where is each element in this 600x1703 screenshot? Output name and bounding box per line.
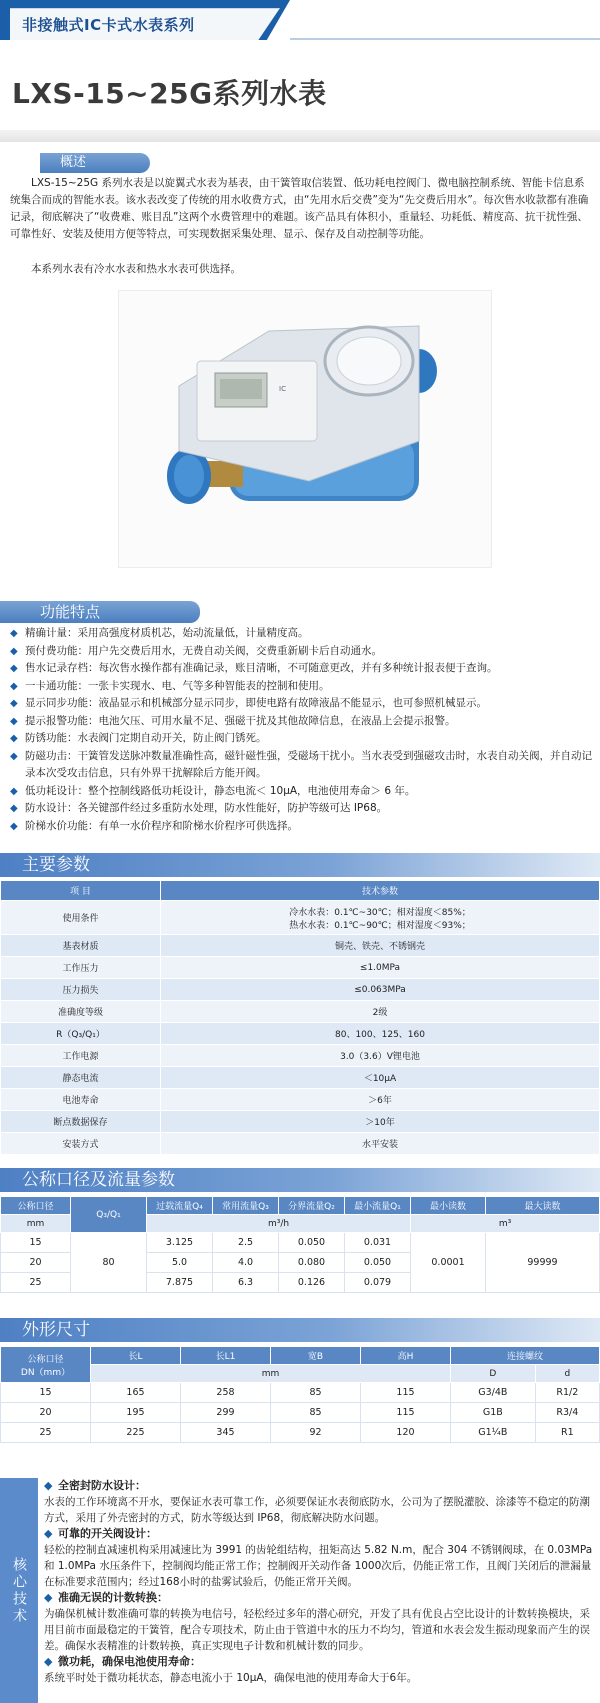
table-row: 25 7.875 6.3 0.126 0.079: [1, 1273, 600, 1293]
list-item: ◆ 防水设计：各关键部件经过多重防水处理，防水性能好，防护等级可达 IP68。: [10, 800, 594, 818]
feature-list: [10, 625, 594, 835]
core-technology-section: [0, 1478, 600, 1703]
table-header-row: [1, 881, 600, 901]
list-item: ◆ 防磁功击：干簧管发送脉冲数量准确性高，磁针磁性强，受磁场干扰小。当水表受到强磁攻击时，水表自动关阀，并自动记录本次受攻击信息，只有外界干扰解除后方能开阀。: [10, 749, 592, 779]
table-header-row: 公称口径 Q₃/Q₁ 过载流量Q₄ 常用流量Q₃ 分界流量Q₂ 最小流量Q₁ 最小读数 最大读数: [1, 1197, 600, 1215]
table-row: 安装方式 水平安装: [1, 1133, 600, 1155]
diamond-bullet-icon: ◆: [44, 1527, 53, 1540]
product-image: [118, 290, 492, 568]
overview-paragraph: LXS-15~25G 系列水表是以旋翼式水表为基表，由干簧管取信装置、低功耗电控阀门、微电脑控制系统、智能卡信息系统集合而成的智能水表。该水表改变了传统的用水收费方式，由“先用水后交费”变为“先交费后用水”。每次售水收款都有准确记录，彻底解决了“收费难、账目乱”这两个水费管理中的难题。该产品具有体积小，重量轻、功耗低、精度高、抗干扰性强、可靠性好、安装及使用方便等特点，可实现数据采集处理、显示、保存及自动控制等功能。: [10, 177, 589, 240]
core-item-heading: ◆ 全密封防水设计：: [44, 1479, 146, 1492]
diamond-bullet-icon: ◆: [10, 750, 18, 762]
list-item: ◆ 一卡通功能：一张卡实现水、电、气等多种智能表的控制和使用。: [10, 678, 594, 696]
core-technology-label: 核心技术: [0, 1478, 38, 1703]
overview-note: 本系列水表有冷水水表和热水水表可供选择。: [31, 263, 241, 275]
svg-text:IC: IC: [279, 385, 286, 393]
flow-table: [0, 1196, 600, 1293]
diamond-bullet-icon: ◆: [10, 733, 18, 744]
list-item: ◆ 预付费功能：用户先交费后用水，无费自动关阀，交费重新刷卡后自动通水。: [10, 643, 594, 661]
list-item: ◆ 阶梯水价功能：有单一水价程序和阶梯水价程序可供选择。: [10, 818, 594, 836]
core-item-heading: ◆ 准确无误的计数转换：: [44, 1591, 168, 1604]
table-row: 压力损失 ≤0.063MPa: [1, 979, 600, 1001]
diamond-bullet-icon: ◆: [10, 663, 18, 674]
diamond-bullet-icon: ◆: [10, 715, 18, 727]
table-row: 20 195 299 85 115 G1B R3/4: [1, 1403, 600, 1423]
column-header: 项 目: [1, 881, 161, 901]
table-cell: 冷水水表：0.1℃~30℃；相对湿度＜85%； 热水水表：0.1℃~90℃；相对湿度＜93%；: [161, 901, 600, 935]
banner-divider: [290, 38, 600, 40]
table-row: 断点数据保存 ＞10年: [1, 1111, 600, 1133]
table-row: 准确度等级 2级: [1, 1001, 600, 1023]
params-heading: 主要参数: [0, 853, 600, 877]
core-item-body: 水表的工作环境离不开水，要保证水表可靠工作，必须要保证水表彻底防水，公司为了摆脱灌胶、涂漆等不稳定的防潮方式，采用了外壳密封的方式，防水等级达到 IP68，彻底解决防水问题。: [44, 1496, 590, 1524]
page-title: LXS-15~25G系列水表: [12, 77, 327, 110]
table-unit-row: mm m³/h m³: [1, 1215, 600, 1233]
water-meter-illustration: [119, 291, 493, 569]
diamond-bullet-icon: ◆: [10, 803, 18, 814]
core-item-body: 系统平时处于微功耗状态，静态电流小于 10μA，确保电池的使用寿命大于6年。: [44, 1672, 418, 1684]
column-header: 公称口径 DN（mm）: [1, 1347, 91, 1383]
list-item: ◆ 精确计量：采用高强度材质机芯，始动流量低，计量精度高。: [10, 625, 594, 643]
list-item: ◆ 提示报警功能：电池欠压、可用水量不足、强磁干扰及其他故障信息，在液晶上会提示报警。: [10, 713, 594, 731]
dims-heading: 外形尺寸: [0, 1318, 600, 1342]
table-row: 工作压力 ≤1.0MPa: [1, 957, 600, 979]
title-divider: [0, 130, 600, 142]
list-item: ◆ 低功耗设计：整个控制线路低功耗设计，静态电流＜ 10μA，电池使用寿命＞ 6 年。: [10, 783, 594, 801]
table-row: 基表材质 铜壳、铁壳、不锈钢壳: [1, 935, 600, 957]
top-banner: [0, 0, 600, 48]
core-item-heading: ◆ 微功耗，确保电池使用寿命：: [44, 1655, 201, 1668]
diamond-bullet-icon: ◆: [44, 1479, 53, 1492]
list-item: ◆ 售水记录存档：每次售水操作都有准确记录，账目清晰，不可随意更改，并有多种统计报表便于查询。: [10, 660, 594, 678]
dims-table: [0, 1346, 600, 1443]
table-row: R（Q₃/Q₁） 80、100、125、160: [1, 1023, 600, 1045]
diamond-bullet-icon: ◆: [44, 1655, 53, 1668]
table-row: 25 225 345 92 120 G1¼B R1: [1, 1423, 600, 1443]
diamond-bullet-icon: ◆: [44, 1591, 53, 1604]
diamond-bullet-icon: ◆: [10, 645, 18, 657]
list-item: ◆ 显示同步功能：液晶显示和机械部分显示同步，即使电路有故障液晶不能显示，也可参照机械显示。: [10, 695, 594, 713]
table-row: 电池寿命 ＞6年: [1, 1089, 600, 1111]
features-heading: 功能特点: [0, 601, 200, 623]
column-header: 技术参数: [161, 881, 600, 901]
diamond-bullet-icon: ◆: [10, 680, 18, 692]
diamond-bullet-icon: ◆: [10, 698, 18, 709]
params-table: [0, 880, 600, 1155]
flow-heading: 公称口径及流量参数: [0, 1168, 600, 1192]
series-title: 非接触式IC卡式水表系列: [22, 16, 195, 34]
diamond-bullet-icon: ◆: [10, 628, 18, 639]
diamond-bullet-icon: ◆: [10, 785, 18, 797]
core-technology-content: [44, 1478, 596, 1686]
table-row: 15 80 3.125 2.5 0.050 0.031 0.0001 99999: [1, 1233, 600, 1253]
table-header-row: 公称口径 DN（mm） 长L 长L1 宽B 高H 连接螺纹: [1, 1347, 600, 1365]
table-row: 20 5.0 4.0 0.080 0.050: [1, 1253, 600, 1273]
table-row: 静态电流 ＜10μA: [1, 1067, 600, 1089]
table-row: 工作电源 3.0（3.6）V锂电池: [1, 1045, 600, 1067]
table-row: 15 165 258 85 115 G3/4B R1/2: [1, 1383, 600, 1403]
overview-heading: 概述: [40, 153, 150, 173]
table-unit-row: mm D d: [1, 1365, 600, 1383]
core-item-heading: ◆ 可靠的开关阀设计：: [44, 1527, 157, 1540]
core-item-body: 为确保机械计数准确可靠的转换为电信号，轻松经过多年的潜心研究，开发了具有优良占空比设计的计数转换模块，采用目前市面最稳定的干簧管，配合专项技术，防止由于管道中水的压力不均匀，管道和水表会发生振动现象而产生的误差。确保水表精准的计数转换，真正实现电子计数和机械计数的同步。: [44, 1608, 590, 1652]
list-item: ◆ 防锈功能：水表阀门定期自动开关，防止阀门锈死。: [10, 730, 594, 748]
table-row: 使用条件 冷水水表：0.1℃~30℃；相对湿度＜85%； 热水水表：0.1℃~90℃；相对湿度＜93%；: [1, 901, 600, 935]
core-item-body: 轻松的控制直减速机构采用减速比为 3991 的齿轮组结构，扭矩高达 5.82 N.m，配合 304 不锈钢阀球，在 0.03MPa 和 1.0MPa 水压条件下，控制阀均能正常工作；控制阀开关动作备 1000次后，仍能正常工作，且阀门关闭后的泄漏量在标准要求范围内；经过168小时的盐雾试验后，仍能正常开关阀。: [44, 1544, 593, 1588]
diamond-bullet-icon: ◆: [10, 820, 18, 832]
